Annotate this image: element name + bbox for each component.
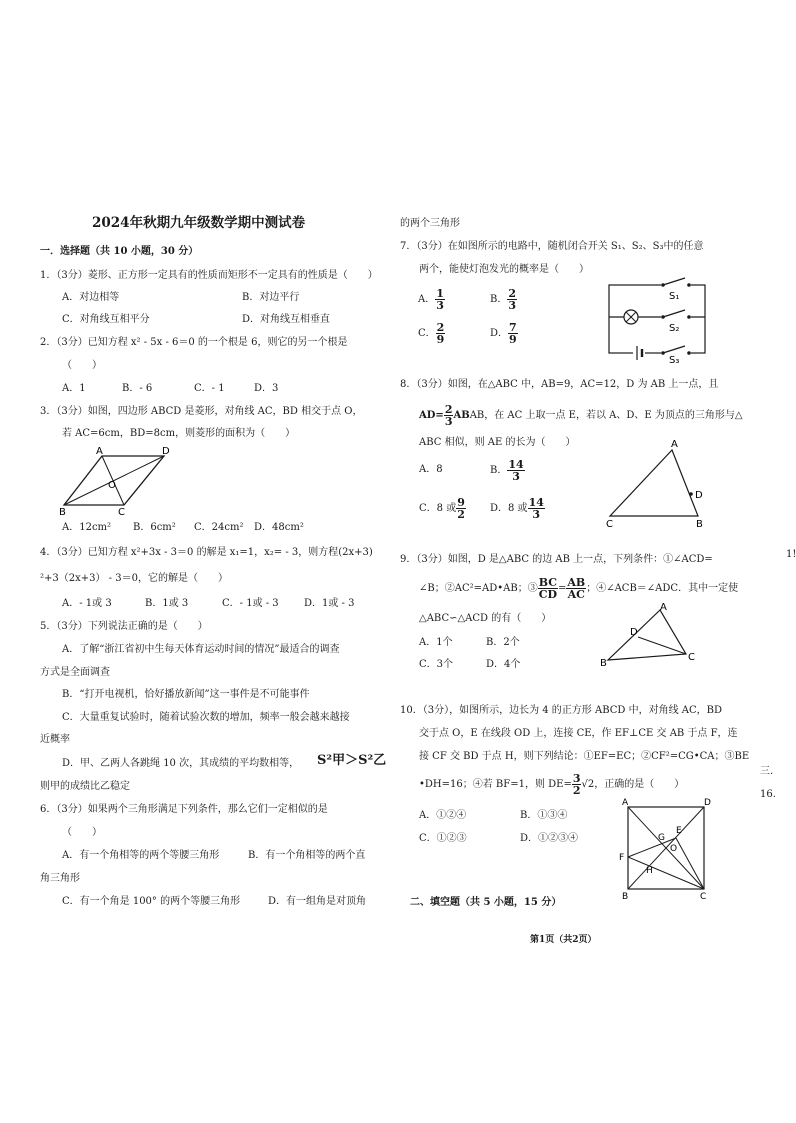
label-c: C bbox=[118, 507, 125, 518]
q8-option-d: D．8 或 $\frac{14}{3}$ bbox=[490, 496, 544, 521]
q5-option-a-line1: A．了解“浙江省初中生每天体育运动时间的情况”最适合的调查 bbox=[62, 644, 340, 655]
q9-option-d: D．4个 bbox=[486, 659, 521, 670]
q3-stem-line2: 若 AC=6cm，BD=8cm，则菱形的面积为（ ） bbox=[62, 428, 296, 439]
q2-blank: （ ） bbox=[62, 360, 102, 371]
q6-option-d-line2: 的两个三角形 bbox=[400, 218, 460, 229]
label-a: A bbox=[622, 798, 629, 808]
q4-option-d: D．1或 - 3 bbox=[304, 598, 355, 609]
q8-option-b: B． $\frac{14}{3}$ bbox=[490, 458, 524, 483]
q7-stem-line2: 两个，能使灯泡发光的概率是（ ） bbox=[419, 264, 589, 275]
q10-stem-line4: •DH=16；④若 BF=1，则 DE= $\frac{3}{2}$ √2，正确的是（ ） bbox=[419, 772, 685, 797]
margin-mark-2: 三. bbox=[760, 766, 774, 777]
q5-option-c-line2: 近概率 bbox=[40, 734, 70, 745]
q5-stem: 5．（3分）下列说法正确的是（ ） bbox=[40, 621, 208, 632]
segment-cf bbox=[628, 857, 704, 889]
q6-option-b-line2: 角三角形 bbox=[40, 873, 80, 884]
label-c: C bbox=[606, 519, 613, 530]
q3-stem-line1: 3．（3分）如图，四边形 ABCD 是菱形，对角线 AC，BD 相交于点 O， bbox=[40, 406, 363, 417]
q6-stem: 6．（3分）如果两个三角形满足下列条件，那么它们一定相似的是 bbox=[40, 804, 328, 815]
q10-option-c: C．①②③ bbox=[419, 833, 467, 844]
q2-stem: 2．（3分）已知方程 x² - 5x - 6＝0 的一个根是 6，则它的另一个根是 bbox=[40, 337, 348, 348]
label-s3: S₃ bbox=[669, 355, 680, 366]
q9-stem-line2: ∠B；②AC²=AD•AB；③ $\frac{BC}{CD}$ = $\frac{AB}{AC}$ ；④∠ACB＝∠ADC．其中一定使 bbox=[419, 576, 739, 601]
q10-square-figure bbox=[618, 796, 714, 900]
q2-option-d: D．3 bbox=[254, 383, 279, 394]
label-d: D bbox=[695, 490, 703, 501]
q3-option-b: B．6cm² bbox=[133, 522, 176, 533]
q10-option-b: B．①③④ bbox=[520, 810, 568, 821]
label-a: A bbox=[96, 446, 103, 457]
label-a: A bbox=[660, 602, 667, 613]
q9-option-c: C．3个 bbox=[419, 659, 454, 670]
label-g: G bbox=[658, 833, 665, 843]
label-b: B bbox=[622, 892, 629, 902]
q7-option-a: A． $\frac{1}{3}$ bbox=[418, 287, 444, 312]
q6-option-b: B．有一个角相等的两个直 bbox=[248, 850, 366, 861]
q8-stem-line2: AD= $\frac{2}{3}$ ABAB，在 AC 上取一点 E，若以 A、D、E 为顶点的三角形与△ bbox=[419, 403, 743, 428]
q9-triangle-figure bbox=[596, 604, 700, 668]
q3-option-d: D．48cm² bbox=[254, 522, 304, 533]
q9-option-a: A．1个 bbox=[419, 637, 453, 648]
q8-stem-line3: ABC 相似，则 AE 的长为（ ） bbox=[419, 437, 576, 448]
page-title: 2024年秋期九年级数学期中测试卷 bbox=[92, 215, 306, 231]
margin-mark-1: 1! bbox=[786, 549, 796, 560]
label-o: O bbox=[108, 480, 116, 491]
q2-option-a: A．1 bbox=[62, 383, 86, 394]
point-d bbox=[689, 492, 693, 496]
segment-cd bbox=[638, 637, 686, 654]
q5-option-d-line1: D．甲、乙两人各跳绳 10 次，其成绩的平均数相等， bbox=[62, 758, 300, 769]
q1-option-c: C．对角线互相平分 bbox=[62, 314, 150, 325]
section-1-heading: 一．选择题（共 10 小题，30 分） bbox=[40, 246, 199, 257]
label-d: D bbox=[162, 446, 170, 457]
q9-stem-line3: △ABC∽△ACD 的有（ ） bbox=[419, 613, 552, 624]
label-s1: S₁ bbox=[669, 291, 680, 302]
q5-option-b: B．“打开电视机，恰好播放新闻”这一事件是不可能事件 bbox=[62, 689, 310, 700]
q6-option-d: D．有一组角是对顶角 bbox=[268, 896, 367, 907]
q10-option-a: A．①②④ bbox=[419, 810, 467, 821]
q8-triangle-figure bbox=[600, 436, 712, 530]
q1-option-d: D．对角线互相垂直 bbox=[242, 314, 331, 325]
q5-option-a-line2: 方式是全面调查 bbox=[40, 667, 110, 678]
q9-option-b: B．2个 bbox=[486, 637, 520, 648]
q5-option-d-line2: 则甲的成绩比乙稳定 bbox=[40, 781, 130, 792]
q7-circuit-figure bbox=[603, 277, 711, 366]
q6-blank: （ ） bbox=[62, 827, 102, 838]
q1-stem: 1．（3分）菱形、正方形一定具有的性质而矩形不一定具有的性质是（ ） bbox=[40, 270, 378, 281]
q8-stem-line1: 8．（3分）如图，在△ABC 中，AB=9，AC=12，D 为 AB 上一点，且 bbox=[400, 379, 719, 390]
label-b: B bbox=[696, 519, 703, 530]
q6-option-c: C．有一个角是 100° 的两个等腰三角形 bbox=[62, 896, 241, 907]
label-d: D bbox=[704, 798, 711, 808]
q2-option-c: C．- 1 bbox=[194, 383, 225, 394]
label-o: O bbox=[670, 844, 678, 854]
segment-ef bbox=[628, 838, 676, 857]
q7-option-b: B． $\frac{2}{3}$ bbox=[490, 287, 517, 312]
q4-stem-line2: ²+3（2x+3） - 3＝0，它的解是（ ） bbox=[40, 573, 228, 584]
label-e: E bbox=[676, 826, 682, 836]
q3-option-a: A．12cm² bbox=[62, 522, 112, 533]
q1-option-a: A．对边相等 bbox=[62, 292, 120, 303]
label-b: B bbox=[59, 507, 66, 518]
q5-variance-compare: S²甲＞S²乙 bbox=[317, 753, 387, 768]
label-a: A bbox=[671, 439, 678, 450]
q7-stem-line1: 7．（3分）在如图所示的电路中，随机闭合开关 S₁、S₂、S₃中的任意 bbox=[400, 241, 704, 252]
q8-option-c: C．8 或 $\frac{9}{2}$ bbox=[419, 496, 465, 521]
label-b: B bbox=[600, 658, 607, 669]
label-d: D bbox=[630, 627, 638, 638]
q7-option-d: D． $\frac{7}{9}$ bbox=[490, 321, 517, 346]
label-c: C bbox=[688, 652, 695, 663]
triangle-abc bbox=[610, 450, 698, 516]
q7-option-c: C． $\frac{2}{9}$ bbox=[418, 321, 445, 346]
label-f: F bbox=[619, 853, 625, 863]
q4-option-c: C．- 1或 - 3 bbox=[222, 598, 279, 609]
q4-option-a: A．- 1或 3 bbox=[62, 598, 112, 609]
q5-option-c-line1: C．大量重复试验时，随着试验次数的增加，频率一般会越来越接 bbox=[62, 712, 350, 723]
q3-option-c: C．24cm² bbox=[194, 522, 244, 533]
margin-mark-3: 16. bbox=[760, 789, 776, 800]
q10-stem-line3: 接 CF 交 BD 于点 H，则下列结论：①EF=EC；②CF²=CG•CA；③BE bbox=[419, 751, 750, 762]
page-number: 第1页（共2页） bbox=[530, 935, 597, 945]
q3-rhombus-figure bbox=[58, 443, 178, 518]
label-s2: S₂ bbox=[669, 323, 680, 334]
q10-stem-line1: 10．（3分），如图所示，边长为 4 的正方形 ABCD 中，对角线 AC，BD bbox=[400, 705, 723, 716]
q1-option-b: B．对边平行 bbox=[242, 292, 300, 303]
q6-option-a: A．有一个角相等的两个等腰三角形 bbox=[62, 850, 220, 861]
q4-stem-line1: 4．（3分）已知方程 x²+3x - 3＝0 的解是 x₁=1，x₂= - 3，则方程(2x+3) bbox=[40, 547, 373, 558]
q10-option-d: D．①②③④ bbox=[520, 833, 579, 844]
section-2-heading: 二、填空题（共 5 小题，15 分） bbox=[410, 897, 562, 908]
triangle-abc bbox=[608, 610, 686, 660]
label-h: H bbox=[646, 866, 653, 876]
label-c: C bbox=[700, 892, 707, 902]
q10-stem-line2: 交于点 O，E 在线段 OD 上，连接 CE，作 EF⊥CE 交 AB 于点 F，连 bbox=[419, 728, 738, 739]
q2-option-b: B．- 6 bbox=[122, 383, 153, 394]
q9-stem-line1: 9．（3分）如图，D 是△ABC 的边 AB 上一点，下列条件：①∠ACD= bbox=[400, 554, 713, 565]
q4-option-b: B．1或 3 bbox=[145, 598, 189, 609]
q8-option-a: A．8 bbox=[419, 464, 443, 475]
